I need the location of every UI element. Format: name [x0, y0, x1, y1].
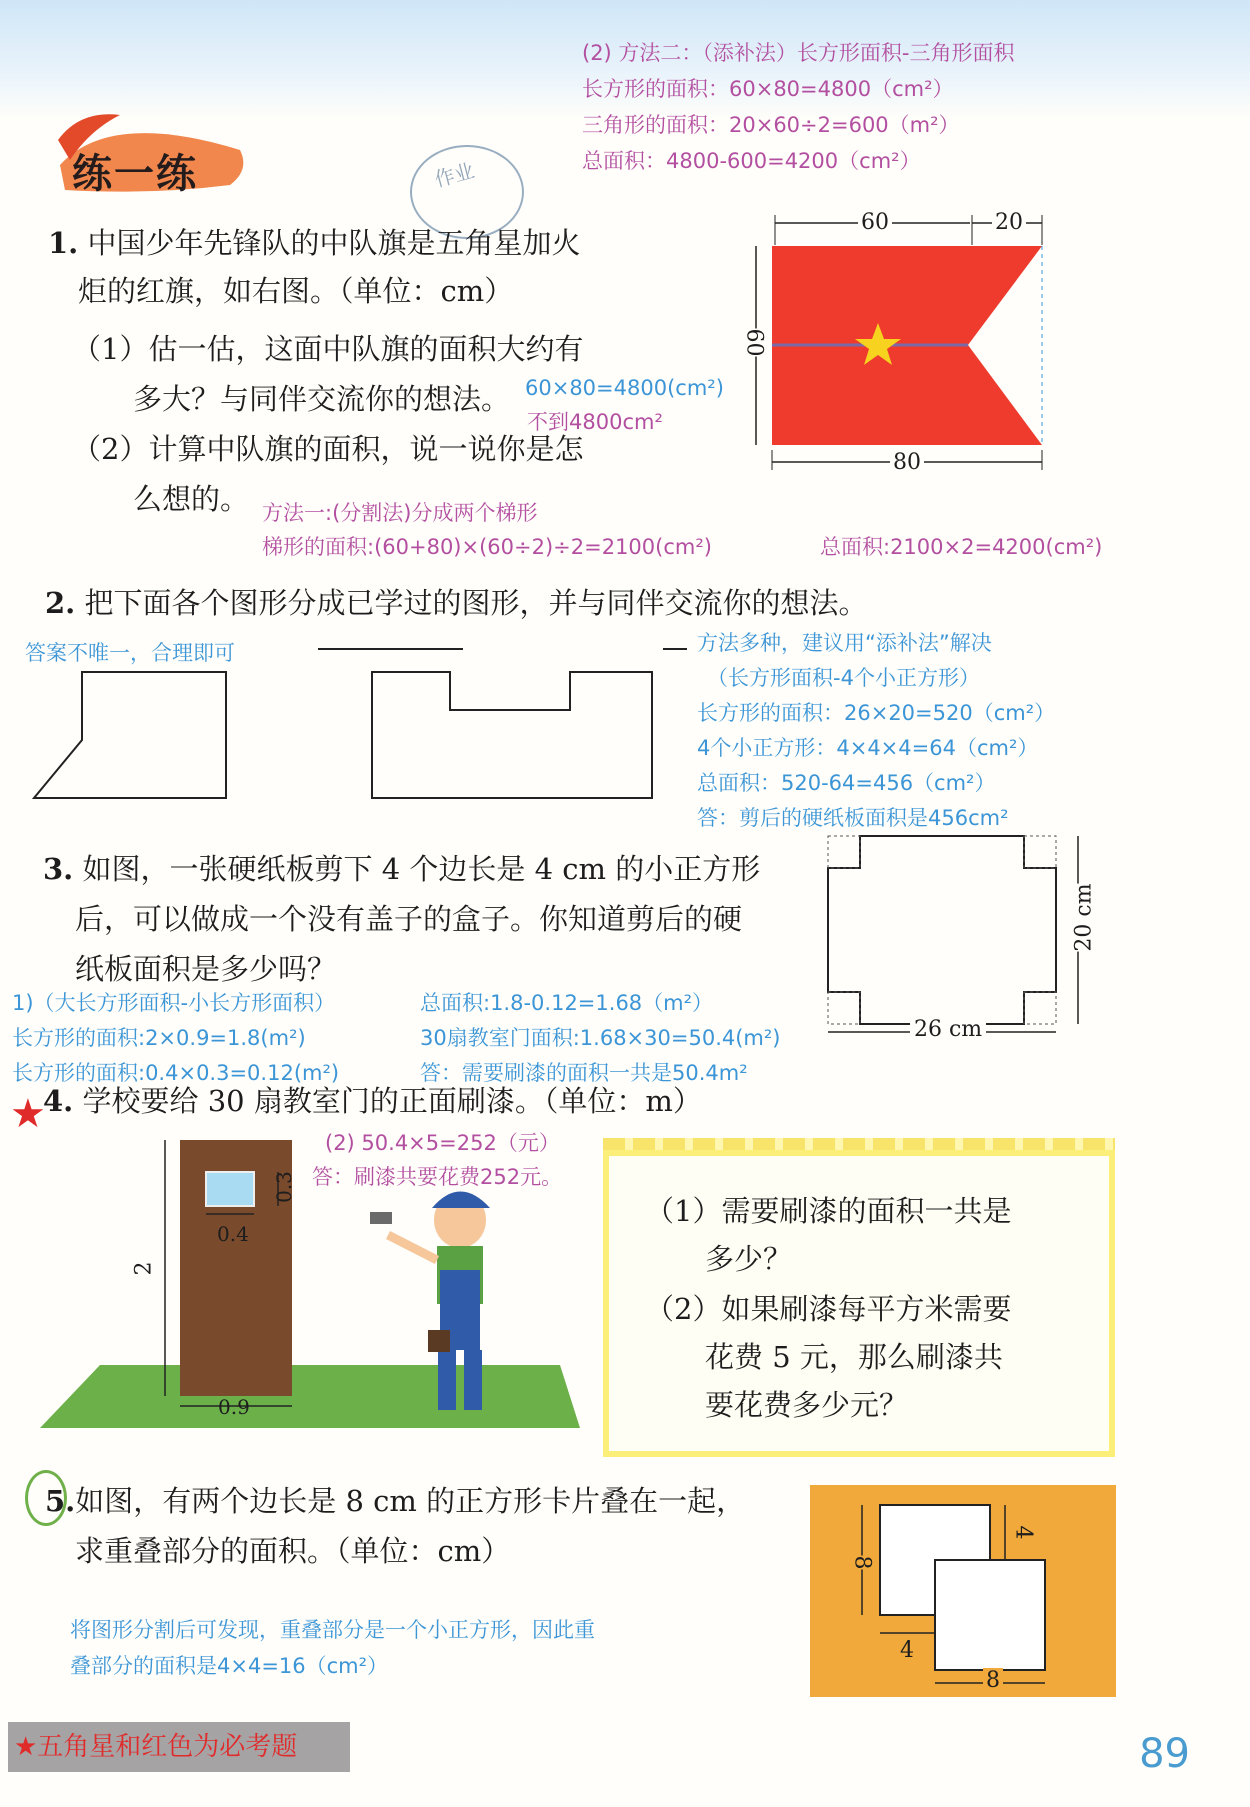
flag-dim-60-top: 60 — [858, 210, 892, 235]
q4-part2-calc: (2) 50.4×5=252（元） — [325, 1131, 560, 1155]
q4-box-p2-line1: （2）如果刷漆每平方米需要 — [645, 1292, 1012, 1326]
rect-area-answer: 长方形的面积：60×80=4800（cm²） — [582, 77, 954, 101]
blank-line-short — [663, 648, 687, 650]
q4-ans-right-2: 30扇教室门面积:1.68×30=50.4(m²) — [420, 1026, 781, 1050]
method2-heading: (2) 方法二：（添补法）长方形面积-三角形面积 — [582, 41, 1015, 65]
q2-answer-right-1: 方法多种，建议用“添补法”解决 — [697, 631, 992, 655]
q2-text: 2. 把下面各个图形分成已学过的图形，并与同伴交流你的想法。 — [45, 586, 868, 620]
door-dim-04: 0.4 — [217, 1222, 249, 1246]
q4-box-p1-line1: （1）需要刷漆的面积一共是 — [645, 1194, 1012, 1228]
box-dim-20: 20 cm — [1071, 883, 1097, 952]
cut-corner-bl — [828, 992, 860, 1024]
notched-rectangle-shape — [372, 672, 652, 798]
q2-answer-right-2: （长方形面积-4个小正方形） — [707, 666, 980, 690]
box-dim-26: 26 cm — [910, 1017, 986, 1042]
square-b — [935, 1560, 1045, 1670]
blank-line — [318, 648, 463, 650]
q3-line3: 纸板面积是多少吗？ — [75, 952, 337, 986]
q4-ans-left-3: 长方形的面积:0.4×0.3=0.12(m²) — [12, 1061, 340, 1085]
flag-dim-60-left: 60 — [741, 328, 767, 357]
q4-box-p2-line3: 要花费多少元？ — [705, 1388, 909, 1422]
square-dim-4-right: 4 — [1010, 1525, 1036, 1540]
grass-ground — [40, 1365, 580, 1428]
q5-line1: 5.如图，有两个边长是 8 cm 的正方形卡片叠在一起， — [45, 1484, 746, 1518]
door-window — [206, 1172, 254, 1206]
section-title — [50, 110, 260, 205]
q4-box-p1-line2: 多少？ — [705, 1242, 793, 1276]
q1-method1: 方法一:(分割法)分成两个梯形 — [262, 501, 538, 525]
q5-answer-line2: 叠部分的面积是4×4=16（cm²） — [70, 1654, 389, 1678]
door-scene — [40, 1130, 590, 1430]
flag-dim-20: 20 — [992, 210, 1026, 235]
cut-corner-tr — [1024, 836, 1056, 868]
q3-line1: 3. 如图，一张硬纸板剪下 4 个边长是 4 cm 的小正方形 — [43, 852, 761, 886]
q1-trapezoid-area: 梯形的面积:(60+80)×(60÷2)÷2=2100(cm²) — [262, 535, 712, 559]
q4-part2-answer: 答：刷漆共要花费252元。 — [312, 1165, 563, 1189]
q1-p1-line2: 多大？与同伴交流你的想法。 — [133, 382, 511, 416]
total-area-answer: 总面积：4800-600=4200（cm²） — [582, 149, 921, 173]
q2-answer-right-6: 答：剪后的硬纸板面积是456cm² — [697, 806, 1009, 830]
q4-ans-right-3: 答：需要刷漆的面积一共是50.4m² — [420, 1061, 748, 1085]
footer-note: ★五角星和红色为必考题 — [8, 1722, 350, 1772]
flag-figure — [740, 205, 1060, 475]
q2-answer-left: 答案不唯一，合理即可 — [25, 641, 235, 665]
q4-box-p2-line2: 花费 5 元，那么刷漆共 — [705, 1340, 1003, 1374]
door-dim-2: 2 — [131, 1261, 157, 1276]
q1-ans1-estimate: 不到4800cm² — [527, 410, 663, 434]
stamp-text: 作业 — [431, 158, 477, 192]
q2-answer-right-5: 总面积：520-64=456（cm²） — [697, 771, 996, 795]
square-dim-4-bottom: 4 — [900, 1638, 914, 1663]
q1-p1-line1: （1）估一估，这面中队旗的面积大约有 — [72, 332, 584, 366]
q5-line2: 求重叠部分的面积。（单位：cm） — [75, 1534, 511, 1568]
q2-shapes — [30, 668, 670, 808]
page-number: 89 — [1139, 1731, 1190, 1777]
triangle-area-answer: 三角形的面积：20×60÷2=600（m²） — [582, 113, 960, 137]
q1-line1: 1. 中国少年先锋队的中队旗是五角星加火 — [48, 226, 581, 260]
cut-corner-tl — [828, 836, 860, 868]
q5-answer-line1: 将图形分割后可发现，重叠部分是一个小正方形，因此重 — [70, 1618, 595, 1642]
door-dim-03: 0.3 — [271, 1171, 296, 1203]
flag-dim-80: 80 — [890, 450, 924, 475]
q4-ans-left-2: 长方形的面积:2×0.9=1.8(m²) — [12, 1026, 306, 1050]
q2-answer-right-3: 长方形的面积：26×20=520（cm²） — [697, 701, 1056, 725]
trapezoid-combo-shape — [34, 672, 226, 798]
q1-line2: 炬的红旗，如右图。（单位：cm） — [78, 274, 514, 308]
cut-corner-br — [1024, 992, 1056, 1024]
square-dim-8-left: 8 — [849, 1555, 875, 1570]
star-mark-icon: ★ — [10, 1091, 46, 1137]
q1-ans1-calc: 60×80=4800(cm²) — [525, 376, 724, 400]
overlap-squares-figure — [810, 1485, 1120, 1700]
q4-ans-right-1: 总面积:1.8-0.12=1.68（m²） — [420, 991, 714, 1015]
q4-text: 4. 学校要给 30 扇教室门的正面刷漆。（单位：m） — [43, 1084, 702, 1118]
q1-p2-line1: （2）计算中队旗的面积，说一说你是怎 — [72, 432, 584, 466]
door-dim-09: 0.9 — [218, 1395, 250, 1419]
q3-line2: 后，可以做成一个没有盖子的盒子。你知道剪后的硬 — [75, 902, 743, 936]
q1-p2-line2: 么想的。 — [133, 482, 250, 516]
square-dim-8-bottom: 8 — [983, 1668, 1003, 1693]
q2-answer-right-4: 4个小正方形：4×4×4=64（cm²） — [697, 736, 1039, 760]
cut-cardboard-shape — [828, 836, 1056, 1024]
q4-ans-left-1: 1)（大长方形面积-小长方形面积） — [12, 991, 336, 1015]
q1-total-area: 总面积:2100×2=4200(cm²) — [820, 535, 1103, 559]
page-title: 练一练 — [72, 151, 198, 197]
